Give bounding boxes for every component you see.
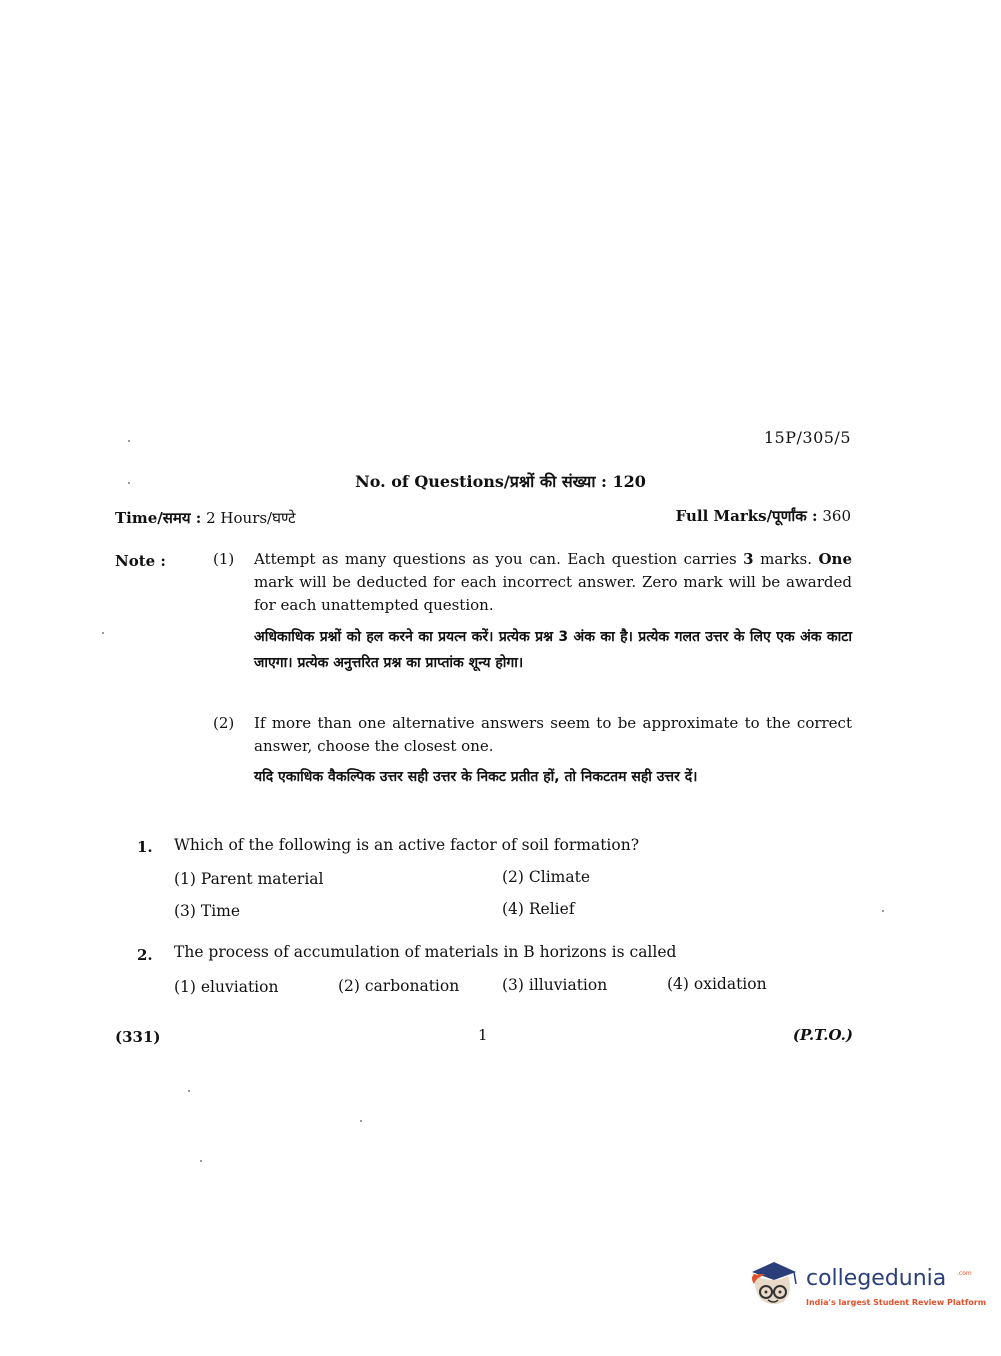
- logo-com-text: .com: [957, 1270, 972, 1277]
- note-text-part: Attempt as many questions as you can. Each question carries: [254, 550, 744, 568]
- question-count-value: 120: [612, 472, 646, 491]
- footer-code: (331): [115, 1028, 161, 1046]
- speck: [360, 1120, 362, 1122]
- marks-value: 360: [822, 507, 851, 525]
- time-value: 2 Hours/घण्टे: [206, 509, 296, 527]
- pto-label: (P.T.O.): [792, 1026, 853, 1044]
- note-item-hindi: यदि एकाधिक वैकल्पिक उत्तर सही उत्तर के निकट प्रतीत हों, तो निकटतम सही उत्तर दें।: [254, 769, 698, 785]
- note-item-hindi: अधिकाधिक प्रश्नों को हल करने का प्रयत्न करें। प्रत्येक प्रश्न 3 अंक का है। प्रत्येक गलत उत्तर के लिए एक अंक काटा जाएगा। प्रत्येक अनुत्तरित प्रश्न का प्राप्तांक शून्य होगा।: [254, 629, 852, 671]
- option: (1) eluviation: [174, 978, 279, 996]
- note-text-bold: One: [818, 550, 852, 568]
- speck: [882, 910, 884, 912]
- note-item-english: If more than one alternative answers seem to be approximate to the correct answer, choose the closest one.: [254, 714, 852, 755]
- option: (2) carbonation: [338, 977, 460, 995]
- note-item-number: (1): [213, 550, 235, 568]
- option: (1) Parent material: [174, 870, 324, 888]
- question-count: [0, 470, 1001, 492]
- question-text: The process of accumulation of materials in B horizons is called: [174, 943, 677, 961]
- question-number: 2.: [137, 946, 153, 964]
- note-text-part: mark will be deducted for each incorrect answer. Zero mark will be awarded for each unattempted question.: [254, 573, 852, 614]
- note-text-part: marks.: [753, 550, 819, 568]
- note-item-english: [254, 548, 852, 617]
- option: (3) illuviation: [502, 976, 608, 994]
- speck: [102, 632, 104, 634]
- option: (4) oxidation: [667, 975, 767, 993]
- marks-line: [676, 506, 851, 526]
- option: (3) Time: [174, 902, 241, 920]
- note-label: Note :: [115, 552, 166, 570]
- speck: [128, 440, 130, 442]
- option: (2) Climate: [502, 868, 590, 886]
- speck: [188, 1090, 190, 1092]
- time-line: [115, 508, 296, 528]
- paper-code: 15P/305/5: [763, 428, 851, 447]
- question-number: 1.: [137, 838, 153, 856]
- collegedunia-logo: [744, 1258, 987, 1318]
- option: (4) Relief: [502, 900, 575, 918]
- question-text: Which of the following is an active factor of soil formation?: [174, 836, 639, 854]
- speck: [200, 1160, 202, 1162]
- question-count-label: No. of Questions/प्रश्नों की संख्या :: [355, 472, 607, 491]
- graduate-mascot-icon: [744, 1258, 802, 1314]
- note-item-number: (2): [213, 714, 235, 732]
- page-number: 1: [478, 1026, 488, 1044]
- logo-brand-text: collegedunia: [806, 1266, 947, 1291]
- time-label: Time/समय :: [115, 509, 202, 527]
- marks-label: Full Marks/पूर्णांक :: [675, 507, 818, 525]
- logo-tagline: India's largest Student Review Platform: [806, 1298, 987, 1307]
- note-text-bold: 3: [743, 550, 754, 568]
